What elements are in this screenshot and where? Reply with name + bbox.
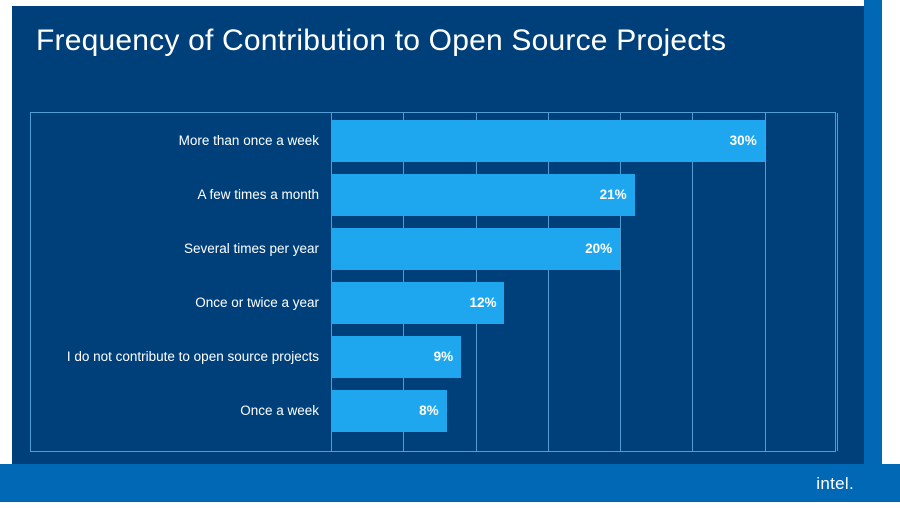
- chart-frame: [30, 112, 836, 452]
- page-title: Frequency of Contribution to Open Source Projects: [36, 24, 727, 57]
- bar-value-label: 12%: [469, 295, 497, 310]
- bar-category-label: More than once a week: [178, 133, 319, 148]
- chart-bar-row: [178, 120, 835, 162]
- bar-category-label: I do not contribute to open source projects: [66, 349, 319, 364]
- chart-bar-row: [66, 336, 835, 378]
- chart-bars: [66, 113, 835, 451]
- chart-bar-row: [197, 174, 835, 216]
- bar: [331, 174, 635, 216]
- bar-value-label: 21%: [599, 187, 627, 202]
- chart-bar-row: [240, 390, 835, 432]
- bar-value-label: 8%: [419, 403, 439, 418]
- left-rail: [0, 0, 12, 508]
- top-edge: [0, 0, 900, 6]
- bar-category-label: A few times a month: [197, 187, 319, 202]
- chart-bar-row: [183, 228, 835, 270]
- chart-plot-area: [66, 113, 835, 451]
- bar-value-label: 20%: [585, 241, 613, 256]
- gridline: [837, 113, 838, 451]
- bar-value-label: 30%: [729, 133, 757, 148]
- bar-category-label: Once or twice a year: [195, 295, 319, 310]
- bar-value-label: 9%: [433, 349, 454, 364]
- bar-category-label: Once a week: [240, 403, 319, 418]
- bar-category-label: Several times per year: [183, 241, 319, 256]
- brand-logo: intel.: [816, 474, 854, 493]
- bar: [331, 120, 765, 162]
- chart-bar-row: [195, 282, 835, 324]
- right-edge: [882, 0, 900, 508]
- bottom-edge: [0, 502, 900, 508]
- bar: [331, 228, 620, 270]
